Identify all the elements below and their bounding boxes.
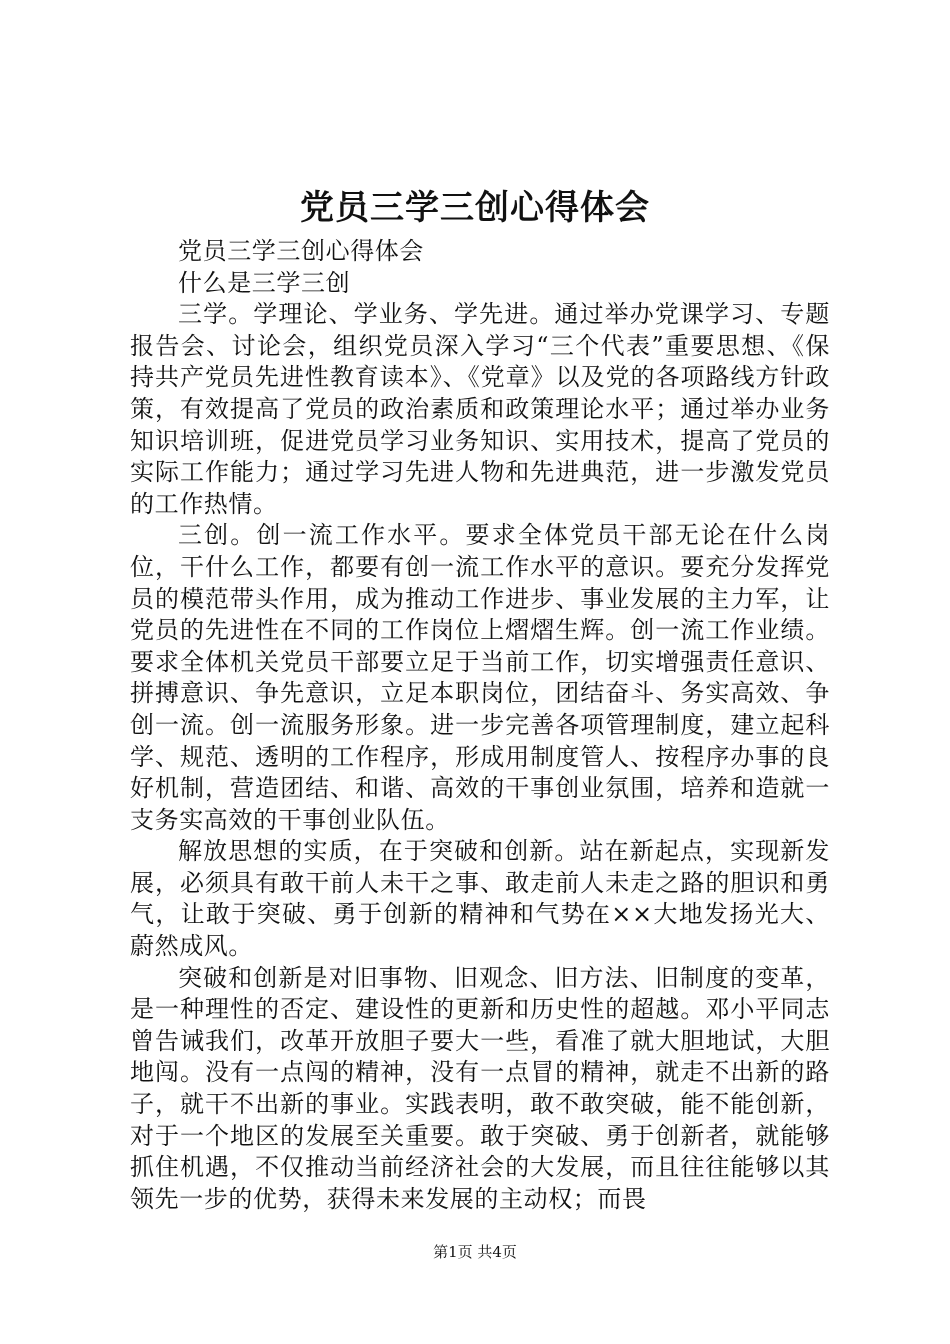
paragraph-san-chuang: 三创。创一流工作水平。要求全体党员干部无论在什么岗位，干什么工作，都要有创一流工作水平的意识。要充分发挥党员的模范带头作用，成为推动工作进步、事业发展的主力军，让党员的先进性在不同的工作岗位上熠熠生辉。创一流工作业绩。要求全体机关党员干部要立足于当前工作，切实增强责任意识、拼搏意识、争先意识，立足本职岗位，团结奋斗、务实高效、争创一流。创一流服务形象。进一步完善各项管理制度，建立起科学、规范、透明的工作程序，形成用制度管人、按程序办事的良好机制，营造团结、和谐、高效的干事创业氛围，培养和造就一支务实高效的干事创业队伍。 — [130, 521, 830, 834]
paragraph-question: 什么是三学三创 — [178, 268, 351, 297]
paragraph-tupo-chuangxin: 突破和创新是对旧事物、旧观念、旧方法、旧制度的变革，是一种理性的否定、建设性的更新和历史性的超越。邓小平同志曾告诫我们，改革开放胆子要大一些，看准了就大胆地试，大胆地闯。没有一点闯的精神，没有一点冒的精神，就走不出新的路子，就干不出新的事业。实践表明，敢不敢突破，能不能创新，对于一个地区的发展至关重要。敢于突破、勇于创新者，就能够抓住机遇，不仅推动当前经济社会的大发展，而且往往能够以其领先一步的优势，获得未来发展的主动权；而畏 — [130, 963, 830, 1213]
paragraph-san-xue: 三学。学理论、学业务、学先进。通过举办党课学习、专题报告会、讨论会，组织党员深入学习“三个代表”重要思想、《保持共产党员先进性教育读本》、《党章》以及党的各项路线方针政策，有效提高了党员的政治素质和政策理论水平；通过举办业务知识培训班，促进党员学习业务知识、实用技术，提高了党员的实际工作能力；通过学习先进人物和先进典范，进一步激发党员的工作热情。 — [130, 300, 830, 518]
document-title: 党员三学三创心得体会 — [300, 188, 650, 228]
page-number-footer: 第1页 共4页 — [433, 1243, 517, 1261]
paragraph-subtitle: 党员三学三创心得体会 — [178, 237, 424, 265]
document-body — [130, 236, 830, 1215]
paragraph-jiefang-sixiang: 解放思想的实质，在于突破和创新。站在新起点，实现新发展，必须具有敢干前人未干之事、敢走前人未走之路的胆识和勇气，让敢于突破、勇于创新的精神和气势在××大地发扬光大、蔚然成风。 — [130, 837, 830, 961]
